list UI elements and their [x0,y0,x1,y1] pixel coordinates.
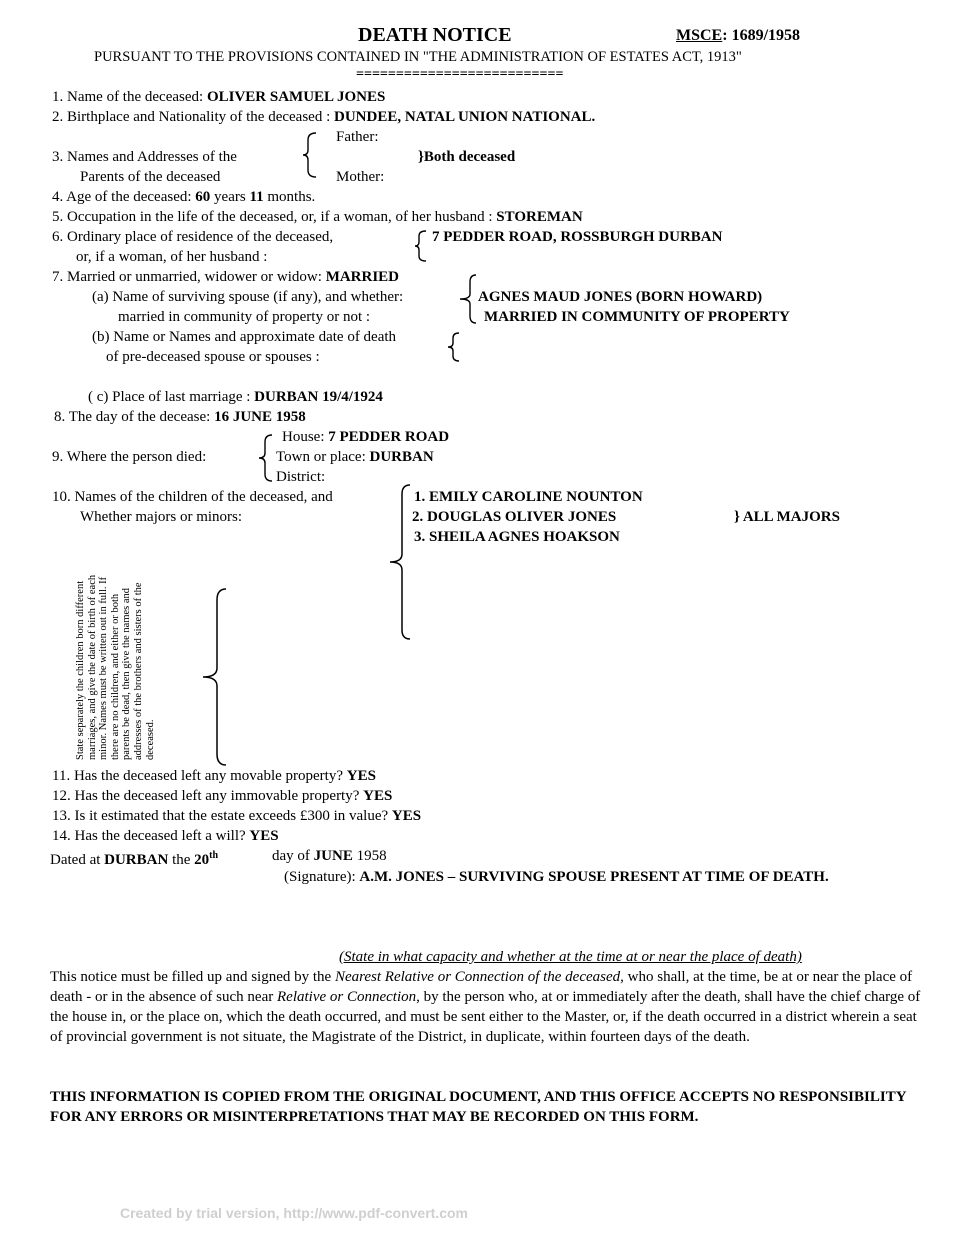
mother-label: Mother: [336,169,385,185]
age-prefix: 4. Age of the deceased: [52,189,196,205]
parents-note: }Both deceased [418,149,516,165]
years-label: years [210,189,250,205]
item-12 [52,787,392,805]
marital-status-value: MARRIED [325,269,400,285]
item-5 [52,208,583,226]
item-14 [52,827,279,845]
item-3-label-line2: Parents of the deceased [80,169,221,185]
msce-label: MSCE [676,27,723,44]
spouse-property-regime: MARRIED IN COMMUNITY OF PROPERTY [484,309,790,325]
subtitle: PURSUANT TO THE PROVISIONS CONTAINED IN "THE ADMINISTRATION OF ESTATES ACT, 1913" [94,49,742,65]
age-years: 60 [195,189,211,205]
dated-prefix: Dated at [50,852,105,868]
occupation-value: STOREMAN [496,209,583,225]
dated-place: DURBAN [104,852,169,868]
death-place-brace [258,434,276,482]
item-11 [52,767,376,785]
birthplace-value: DUNDEE, NATAL UNION NATIONAL. [333,109,596,125]
item-14-label: 14. Has the deceased left a will? [52,828,250,844]
item-5-label: 5. Occupation in the life of the deceased, or, if a woman, of her husband : [52,209,497,225]
marriage-place-value: DURBAN 19/4/1924 [254,389,383,405]
item-4 [52,188,315,206]
months-label: months. [263,189,316,205]
child-1: 1. EMILY CAROLINE NOUNTON [414,489,643,505]
item-1-label: 1. Name of the deceased: [52,89,207,105]
children-note: } ALL MAJORS [734,509,840,525]
item-2-label: 2. Birthplace and Nationality of the deceased : [52,109,334,125]
children-instructions-sidenote: State separately the children born different marriages, and give the date of birth of each minor. Names must be written out in full. If there are no children, and either or both parents be dead, then give the names and addresses of the brothers and sisters of the deceased. [75,574,156,760]
residence-value: 7 PEDDER ROAD, ROSSBURGH DURBAN [432,229,723,245]
sidenote-brace [200,588,230,766]
dated-the: the [168,852,195,868]
page-title: DEATH NOTICE [358,24,512,46]
dated-month-line [272,847,387,865]
item-6-label-line1: 6. Ordinary place of residence of the deceased, [52,229,334,245]
signature-line [284,868,829,886]
item-7c-label: ( c) Place of last marriage : [88,389,255,405]
dated-day-of: day of [272,848,314,864]
movable-property-value: YES [346,768,376,784]
residence-brace [414,230,430,262]
item-10-label-line1: 10. Names of the children of the deceased, and [52,489,333,505]
item-7b-label-line2: of pre-deceased spouse or spouses : [106,349,320,365]
item-11-label: 11. Has the deceased left any movable property? [52,768,347,784]
signature-label: (Signature): [284,869,360,885]
child-3: 3. SHEILA AGNES HOAKSON [414,529,620,545]
item-13 [52,807,421,825]
item-6-label-line2: or, if a woman, of her husband : [76,249,268,265]
item-10-label-line2: Whether majors or minors: [80,509,243,525]
msce-value: : 1689/1958 [722,27,801,44]
instructions-part-3: , by the person who, at or immediately after the death, shall have the chief charge of the house in, or the place on, which the death occurred, and must be sent either to the Master, or, if the death occurred in a district wherein a seat of provincial government is not situate, the Magistrate of the District, in duplicate, within fourteen days of the death. [50,989,921,1045]
item-7-label: 7. Married or unmarried, widower or widow: [52,269,326,285]
signature-value: A.M. JONES – SURVIVING SPOUSE PRESENT AT TIME OF DEATH. [359,869,829,885]
item-9-label: 9. Where the person died: [52,449,207,465]
spouse-name: AGNES MAUD JONES (BORN HOWARD) [478,289,763,305]
capacity-note: (State in what capacity and whether at the time at or near the place of death) [339,949,802,965]
decease-date-value: 16 JUNE 1958 [214,409,306,425]
item-1 [52,88,385,106]
dated-day-suffix: th [209,850,219,861]
item-8 [54,408,306,426]
msce-number [676,27,800,45]
father-label: Father: [336,129,379,145]
dated-month: JUNE [313,848,353,864]
immovable-property-value: YES [363,788,393,804]
instructions-nearest-relative: Nearest Relative or Connection of the deceased [334,969,621,985]
instructions-relative-connection: Relative or Connection [277,989,417,1005]
parents-brace [302,132,322,178]
child-2: 2. DOUGLAS OLIVER JONES [412,509,617,525]
item-3-label-line1: 3. Names and Addresses of the [52,149,237,165]
item-7c [88,388,383,406]
item-2 [52,108,595,126]
dated-year: 1958 [352,848,387,864]
item-7 [52,268,399,286]
house-label: House: [282,429,329,445]
item-7a-label-line2: married in community of property or not : [118,309,371,325]
house-value: 7 PEDDER ROAD [328,429,450,445]
will-value: YES [249,828,279,844]
item-12-label: 12. Has the deceased left any immovable property? [52,788,364,804]
dated-line [50,847,218,869]
item-13-label: 13. Is it estimated that the estate exceeds £300 in value? [52,808,392,824]
instructions-part-1: This notice must be filled up and signed by the [50,969,335,985]
town-line [276,448,434,466]
disclaimer: THIS INFORMATION IS COPIED FROM THE ORIGINAL DOCUMENT, AND THIS OFFICE ACCEPTS NO RESPONSIBILITY FOR ANY ERRORS OR MISINTERPRETATIONS THAT MAY BE RECORDED ON THIS FORM. [50,1089,906,1125]
item-7b-label-line1: (b) Name or Names and approximate date of death [92,329,397,345]
town-label: Town or place: [276,449,370,465]
estate-value-answer: YES [391,808,422,824]
item-8-label: 8. The day of the decease: [54,409,215,425]
dated-day: 20 [194,852,210,868]
instructions-paragraph [50,967,930,1047]
age-months: 11 [249,189,264,205]
house-line [282,428,449,446]
spouse-brace [458,274,480,324]
item-7a-label-line1: (a) Name of surviving spouse (if any), and whether: [92,289,404,305]
predeceased-brace [447,332,463,362]
trial-watermark: Created by trial version, http://www.pdf-convert.com [120,1205,468,1221]
district-label: District: [276,469,326,485]
deceased-name: OLIVER SAMUEL JONES [206,89,386,105]
instructions-part-2: , who shall, at the time, be at or near the place of death - or in the absence of such near [50,969,913,1005]
town-value: DURBAN [369,449,434,465]
header-rule: ========================== [356,67,564,82]
